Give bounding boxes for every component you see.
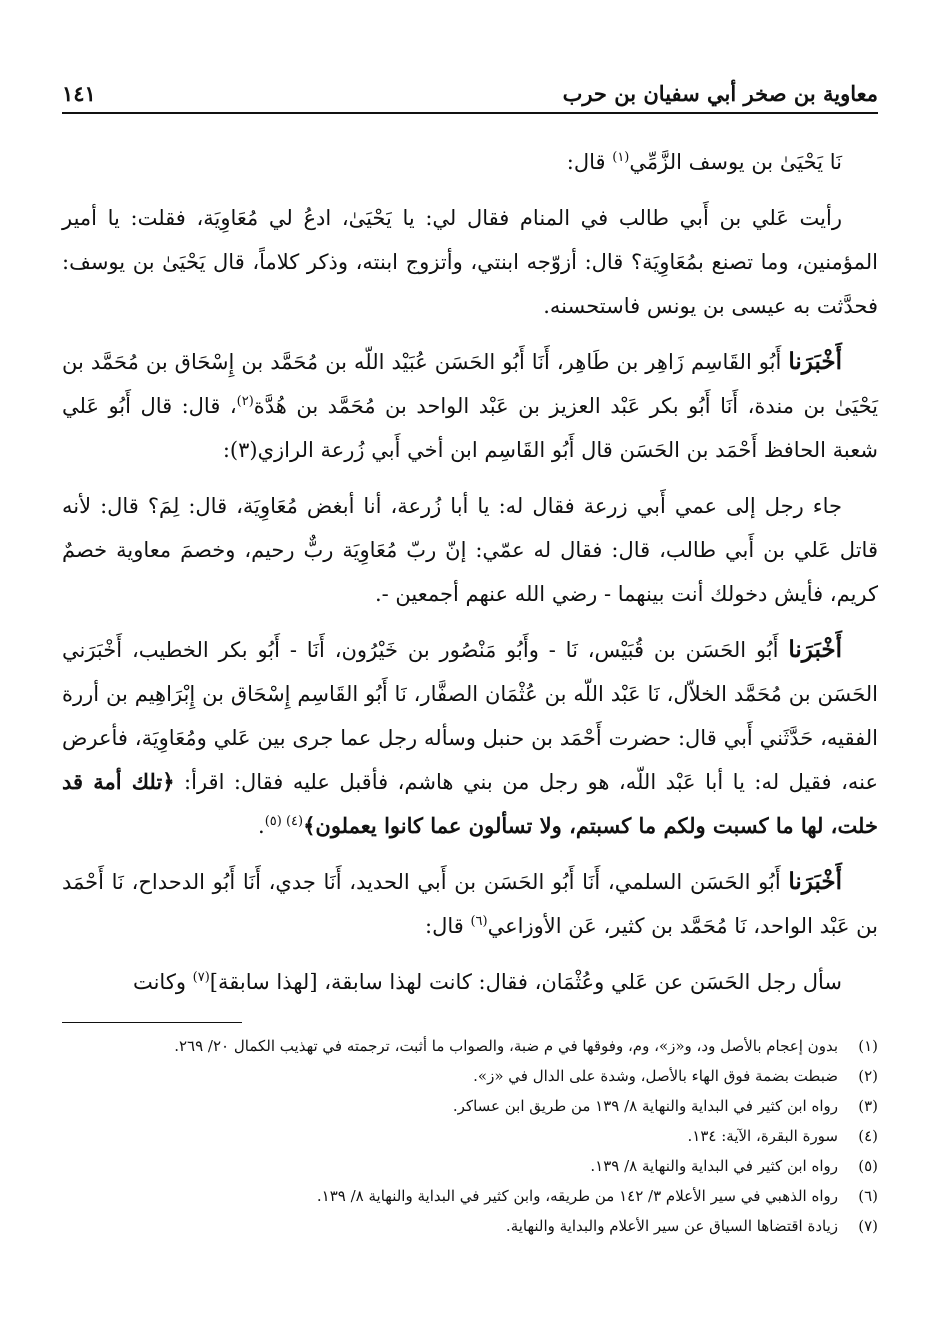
footnote-divider	[62, 1022, 242, 1023]
isnad-lead: أَخْبَرَنا	[788, 868, 842, 895]
main-text	[62, 140, 878, 1004]
paragraph: نَا يَحْيَىٰ بن يوسف الزَّمِّي$^{(١)}$ قال:	[566, 150, 842, 174]
page-header	[62, 60, 878, 114]
paragraph: سأل رجل الحَسَن عن عَلي وعُثْمَان، فقال: كانت لهذا سابقة، [لهذا سابقة]$^{(٧)}$ وكانت	[132, 970, 842, 994]
footnotes	[62, 1031, 878, 1241]
footnote-ref: (٦)	[470, 914, 488, 929]
page-number: ١٤١	[62, 81, 96, 106]
paragraph: أَخْبَرَنا أَبُو الحَسَن بن قُبَيْس، نَا - وأَبُو مَنْصُور بن خَيْرُون، أَنَا - أَبُو بكر الخطيب، أَخْبَرَني الحَسَن بن مُحَمَّد الخلاّل، نَا عَبْد اللّه بن عُثْمَان الصفَّار، نَا أَبُو القَاسِم إِسْحَاق بن إِبْرَاهِيم بن أررة الفقيه، حَدَّثَني أَبي قال: حضرت أَحْمَد بن حنبل وسأله رجل عما جرى بين عَلي ومُعَاوِيَة، فأعرض عنه، فقيل له: يا أبا عَبْد اللّه، هو رجل من بني هاشم، فأقبل عليه فقال: اقرأ: ﴿تلك أمة قد خلت، لها ما كسبت ولكم ما كسبتم، ولا تسألون عما كانوا يعملون﴾$^{(٤) (٥)}$.	[62, 636, 878, 838]
paragraph: أَخْبَرَنا أَبُو الحَسَن السلمي، أَنَا أَبُو الحَسَن بن أَبي الحديد، أَنَا جدي، أَنَا أَبُو الدحداح، نَا أَحْمَد بن عَبْد الواحد، نَا مُحَمَّد بن كثير، عَن الأوزاعي$^{(٦)}$ قال:	[62, 868, 878, 938]
isnad-lead: أَخْبَرَنا	[788, 348, 842, 375]
quran-verse: ﴿تلك أمة قد خلت، لها ما كسبت ولكم ما كسبتم، ولا تسألون عما كانوا يعملون﴾	[62, 769, 878, 838]
paragraph: أَخْبَرَنا أَبُو القَاسِم زَاهِر بن طَاهِر، أَنَا أَبُو الحَسَن عُبَيْد اللّه بن مُحَمَّد بن إِسْحَاق بن مُحَمَّد بن يَحْيَىٰ بن مندة، أَنَا أَبُو بكر عَبْد العزيز بن عَبْد الواحد بن مُحَمَّد بن هُدَّة$^{(٢)}$، قال: قال أَبُو عَلي شعبة الحافظ أَحْمَد بن الحَسَن قال أَبُو القَاسِم ابن أخي أَبي زُرعة الرازي(٣):	[62, 348, 878, 462]
footnote: (٦) رواه الذهبي في سير الأعلام ٣/ ١٤٢ من طريقه، وابن كثير في البداية والنهاية ٨/ ١٣٩.	[316, 1187, 878, 1205]
footnote: (٧) زيادة اقتضاها السياق عن سير الأعلام والبداية والنهاية.	[505, 1217, 878, 1235]
footnote-ref: (٧)	[192, 970, 210, 985]
paragraph: جاء رجل إلى عمي أَبي زرعة فقال له: يا أبا زُرعة، أنا أبغض مُعَاوِيَة، قال: لِمَ؟ قال: لأنه قاتل عَلي بن أَبي طالب، قال: فقال له عمّي: إنّ ربّ مُعَاوِيَة ربٌّ رحيم، وخصمَ معاوية خصمٌ كريم، فأيش دخولك أنت بينهما - رضي الله عنهم أجمعين -.	[62, 494, 878, 606]
footnote: (١) بدون إعجام بالأصل ود، و«ز»، وم، وفوقها في م ضبة، والصواب ما أثبت، ترجمته في تهذيب الكمال ٢٠/ ٢٦٩.	[174, 1037, 878, 1055]
footnote-ref: (٢)	[236, 394, 254, 409]
paragraph: رأيت عَلي بن أَبي طالب في المنام فقال لي: يا يَحْيَىٰ، ادعُ لي مُعَاوِيَة، فقلت: يا أمير المؤمنين، وما تصنع بمُعَاوِيَة؟ قال: أزوّجه ابنتي، وأتزوج ابنته، وذكر كلاماً، قال يَحْيَىٰ بن يوسف: فحدَّثت به عيسى بن يونس فاستحسنه.	[62, 206, 878, 318]
running-title: معاوية بن صخر أبي سفيان بن حرب	[562, 81, 878, 106]
footnote: (٢) ضبطت بضمة فوق الهاء بالأصل، وشدة على الدال في «ز».	[473, 1067, 878, 1085]
footnote: (٤) سورة البقرة، الآية: ١٣٤.	[687, 1127, 878, 1145]
footnote: (٥) رواه ابن كثير في البداية والنهاية ٨/ ١٣٩.	[590, 1157, 878, 1175]
document-page	[62, 60, 878, 1241]
isnad-lead: أَخْبَرَنا	[788, 636, 842, 663]
footnote: (٣) رواه ابن كثير في البداية والنهاية ٨/ ١٣٩ من طريق ابن عساكر.	[452, 1097, 878, 1115]
footnote-ref: (١)	[612, 150, 630, 165]
footnote-ref: (٤) (٥)	[264, 814, 304, 829]
